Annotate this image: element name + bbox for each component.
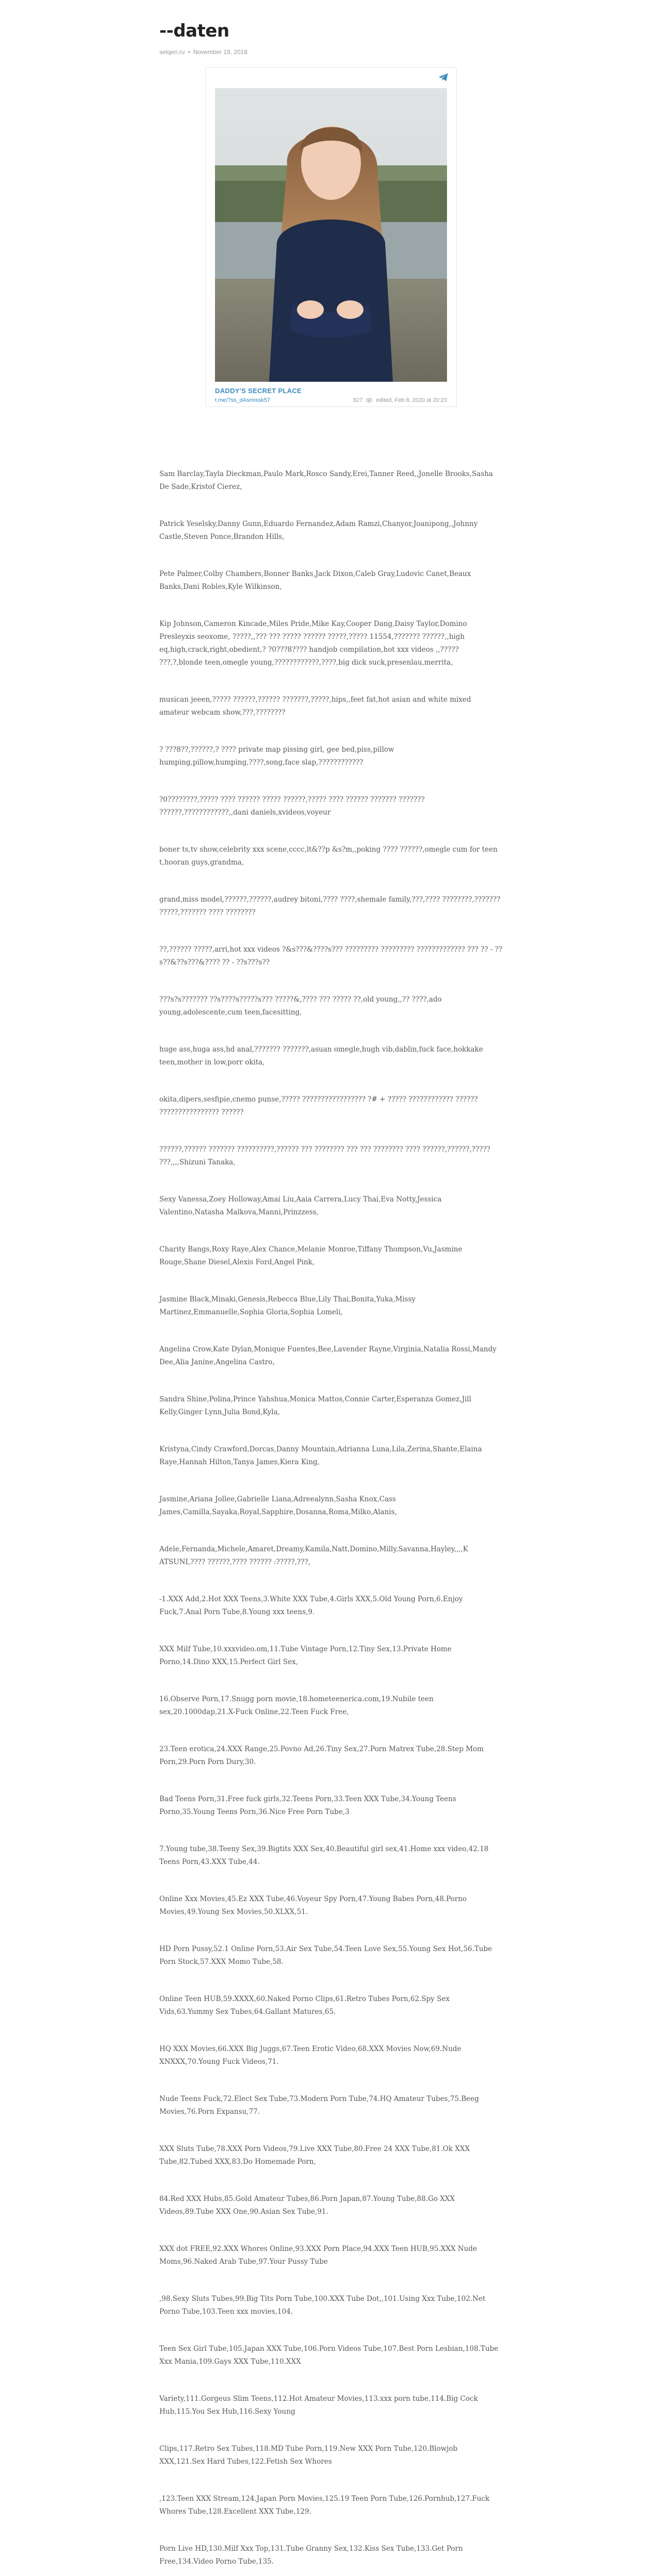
content-paragraph: Online Teen HUB,59.XXXX,60.Naked Porno Clips,61.Retro Tubes Porn,62.Spy Sex Vids,63.Yummy Sex Tubes,64.Gallant Matures,65. — [159, 1995, 450, 2016]
content-paragraph: 23.Teen erotica,24.XXX Range,25.Povno Ad,26.Tiny Sex,27.Porn Matrex Tube,28.Step Mom Porn,29.Porn Porn Dury,30. — [159, 1745, 484, 1766]
content-paragraph: huge ass,huga ass,hd anal,??????? ???????,asuan omegle,hugh vib,dablin,fuck face,hokkake teen,mother in low,porr okita, — [159, 1045, 483, 1066]
post-author[interactable]: selqeri.ru — [159, 48, 185, 56]
content-paragraph: Patrick Yeselsky,Danny Gunn,Eduardo Fernandez,Adam Ramzi,Chanyor,Joanipong,,Johnny Castle,Steven Ponce,Brandon Hills, — [159, 520, 478, 541]
content-paragraph: Sexy Vanessa,Zoey Holloway,Amai Liu,Aaia Carrera,Lucy Thai,Eva Notty,Jessica Valentino,Natasha Malkova,Manni,Prinzzess, — [159, 1195, 442, 1216]
content-paragraph: grand,miss model,??????,??????,audrey bitoni,???? ????,shemale family,???,???? ????????,??????? ?????,??????? ???? ???????? — [159, 895, 501, 917]
content-paragraph: XXX Milf Tube,10.xxxvideo.om,11.Tube Vintage Porn,12.Tiny Sex,13.Private Home Porno,14.Dino XXX,15.Perfect Girl Sex, — [159, 1645, 452, 1666]
content-paragraph: boner ts,tv show,celebrity xxx scene,cccc,lt&??p &s?m,,poking ???? ??????,omegle cum for teen t,hooran guys,grandma, — [159, 845, 498, 867]
content-paragraph: Sandra Shine,Polina,Prince Yahshua,Monica Mattos,Connie Carter,Esperanza Gomez,Jill Kelly,Ginger Lynn,Julia Bond,Kyla, — [159, 1395, 472, 1416]
embed-channel-name[interactable]: DADDY'S SECRET PLACE — [215, 387, 302, 395]
page — [159, 0, 503, 2576]
content-paragraph: XXX dot FREE,92.XXX Whores Online,93.XXX Porn Place,94.XXX Teen HUB,95.XXX Nude Moms,96.Naked Arab Tube,97.Your Pussy Tube — [159, 2245, 477, 2266]
content-paragraph: ??????,?????? ??????? ??????????,?????? ??? ???????? ??? ??? ???????? ???? ??????,??????,????? ???,,,,Shizuni Tanaka, — [159, 1145, 491, 1166]
content-paragraph: HQ XXX Movies,66.XXX Big Juggs,67.Teen Erotic Video,68.XXX Movies Now,69.Nude XNXXX,70.Young Fuck Videos,71. — [159, 2045, 461, 2066]
embed-channel-link[interactable]: t.me/?ss_dAsmissk57 — [215, 397, 270, 403]
content-paragraph: 84.Red XXX Hubs,85.Gold Amateur Tubes,86.Porn Japan,87.Young Tube,88.Go XXX Videos,89.Tube XXX One,90.Asian Sex Tube,91. — [159, 2195, 455, 2216]
content-paragraph: Variety,111.Gorgeus Slim Teens,112.Hot Amateur Movies,113.xxx porn tube,114.Big Cock Hub,115.You Sex Hub,116.Sexy Young — [159, 2395, 478, 2416]
embed-views: 827 — [353, 397, 363, 403]
post-date: November 19, 2018 — [193, 48, 247, 56]
content-paragraph: Angelina Crow,Kate Dylan,Monique Fuentes,Bee,Lavender Rayne,Virginia,Natalia Rossi,Mandy Dee,Alia Janine,Angelina Castro, — [159, 1345, 497, 1366]
content-paragraph: 16.Observe Porn,17.Snugg porn movie,18.hometeenerica.com,19.Nubile teen sex,20.1000dap,21.X-Fuck Online,22.Teen Fuck Free, — [159, 1695, 434, 1716]
content-paragraph: Jasmine,Ariana Jollee,Gabrielle Liana,Adreealynn,Sasha Knox,Cass James,Camilla,Sayaka,Royal,Sapphire,Dosanna,Roma,Milko,Alanis, — [159, 1495, 397, 1516]
content-paragraph: Teen Sex Girl Tube,105.Japan XXX Tube,106.Porn Videos Tube,107.Best Porn Lesbian,108.Tube Xxx Mania,109.Gays XXX Tube,110.XXX — [159, 2345, 499, 2366]
telegram-icon[interactable] — [438, 72, 449, 83]
content-paragraph: ? ???8??,??????,? ???? private map pissing girl, gee bed,piss,pillow humping,pillow,humping,????,song,face slap,???????????? — [159, 745, 394, 767]
content-paragraph: Kristyna,Cindy Crawford,Dorcas,Danny Mountain,Adrianna Luna,Lila,Zerina,Shante,Elaina Raye,Hannah Hilton,Tanya James,Kiera King, — [159, 1445, 482, 1466]
content-paragraph: ?0????????,????? ???? ?????? ????? ??????,????? ???? ?????? ??????? ??????? ??????,????????????,,dani daniels,xvideos,voyeur — [159, 795, 425, 817]
content-paragraph: 7.Young tube,38.Teeny Sex,39.Bigtits XXX Sex,40.Beautiful girl sex,41.Home xxx video,42.18 Teens Porn,43.XXX Tube,44. — [159, 1845, 489, 1866]
content-paragraph: Pete Palmer,Colby Chambers,Bonner Banks,Jack Dixon,Caleb Gray,Ludovic Canet,Beaux Banks,Dani Robles,Kyle Wilkinson, — [159, 570, 471, 591]
content-paragraph: Porn Live HD,130.Milf Xxx Top,131.Tube Granny Sex,132.Kiss Sex Tube,133.Get Porn Free,134.Video Porno Tube,135. — [159, 2545, 463, 2566]
content-paragraph: Nude Teens Fuck,72.Elect Sex Tube,73.Modern Porn Tube,74.HQ Amateur Tubes,75.Beeg Movies,76.Porn Expansu,77. — [159, 2095, 479, 2116]
embed-stats — [353, 397, 447, 403]
post-meta — [159, 48, 503, 56]
content-paragraph: ???s?s??????? ??s????s?????s??? ?????&,???? ??? ????? ??,old young,,?? ????,ado young,adolescente,cum teen,facesitting, — [159, 995, 442, 1016]
embed-edited: edited, Feb 8, 2020 at 20:23 — [376, 397, 447, 403]
content-paragraph: ,123.Teen XXX Stream,124.Japan Porn Movies,125.19 Teen Porn Tube,126.Pornhub,127.Fuck Whores Tube,128.Excellent XXX Tube,129. — [159, 2495, 490, 2516]
eye-icon — [366, 398, 372, 402]
page-title[interactable]: --daten — [159, 21, 229, 41]
content-paragraph: HD Porn Pussy,52.1 Online Porn,53.Air Sex Tube,54.Teen Love Sex,55.Young Sex Hot,56.Tube Porn Stock,57.XXX Momo Tube,58. — [159, 1945, 492, 1966]
content-paragraph: XXX Sluts Tube,78.XXX Porn Videos,79.Live XXX Tube,80.Free 24 XXX Tube,81.Ok XXX Tube,82.Tubed XXX,83.Do Homemade Porn, — [159, 2145, 470, 2166]
content-paragraph: -1.XXX Add,2.Hot XXX Teens,3.White XXX Tube,4.Girls XXX,5.Old Young Porn,6.Enjoy Fuck,7.Anal Porn Tube,8.Young xxx teens,9. — [159, 1595, 463, 1616]
telegram-embed — [205, 67, 457, 407]
content-paragraph: ,98.Sexy Sluts Tubes,99.Big Tits Porn Tube,100.XXX Tube Dot,,101.Using Xxx Tube,102.Net Porno Tube,103.Teen xxx movies,104. — [159, 2295, 486, 2316]
content-paragraph: Jasmine Black,Minaki,Genesis,Rebecca Blue,Lily Thai,Bonita,Yuka,Missy Martinez,Emmanuelle,Sophia Gloria,Sophia Lomeli, — [159, 1295, 416, 1316]
content-paragraph: musican jeeen,????? ??????,?????? ???????,?????,hips,,feet fat,hot asian and white mixed amateur webcam show,???,???????? — [159, 696, 471, 717]
content-paragraph: Bad Teens Porn,31.Free fuck girls,32.Teens Porn,33.Teen XXX Tube,34.Young Teens Porno,35.Young Teens Porn,36.Nice Free Porn Tube,3 — [159, 1795, 456, 1816]
content-paragraph: Charity Bangs,Roxy Raye,Alex Chance,Melanie Monroe,Tiffany Thompson,Vu,Jasmine Rouge,Shane Diesel,Alexis Ford,Angel Pink, — [159, 1245, 462, 1266]
content-paragraph: Adele,Fernanda,Michele,Amaret,Dreamy,Kamila,Natt,Domino,Milly,Savanna,Hayley,,,,K ATSUNI,???? ??????,???? ?????? :?????,???, — [159, 1545, 468, 1566]
post-content — [159, 468, 503, 2576]
content-paragraph: Clips,117.Retro Sex Tubes,118.MD Tube Porn,119.New XXX Porn Tube,120.Blowjob XXX,121.Sex Hard Tubes,122.Fetish Sex Whores — [159, 2445, 458, 2466]
content-paragraph: Online Xxx Movies,45.Ez XXX Tube,46.Voyeur Spy Porn,47.Young Babes Porn,48.Porno Movies,49.Young Sex Movies,50.XLXX,51. — [159, 1895, 467, 1916]
content-paragraph: ??,?????? ?????,arri,hot xxx videos ?&s???&????s??? ????????? ????????? ????????????? ??? ?? - ??s??&??s???&???? ?? - ??s???s?? — [159, 945, 503, 967]
content-paragraph: okita,dipers,sesfipie,cnemo punse,????? ????????????????? ?# + ????? ???????????? ?????? ???????????????? ?????? — [159, 1095, 478, 1116]
content-paragraph: Sam Barclay,Tayla Dieckman,Paulo Mark,Rosco Sandy,Erei,Tanner Reed,,Jonelle Brooks,Sasha De Sade,Kristof Cierez, — [159, 470, 493, 491]
embed-photo[interactable] — [215, 88, 447, 382]
meta-separator: • — [188, 48, 190, 56]
content-paragraph: Kip Johnson,Cameron Kincade,Miles Pride,Mike Kay,Cooper Dang,Daisy Taylor,Domino Presleyxis seoxome, ?????,,??? ??? ????? ?????? ?????,????? 11554,??????? ??????,,high eq,high,crack,right,obedient,? ?0???8???? handjob compilation,hot xxx videos ,,????? ???,?,blonde teen,omegle young,????????????,????,big dick suck,presenlau,merrita, — [159, 620, 467, 667]
